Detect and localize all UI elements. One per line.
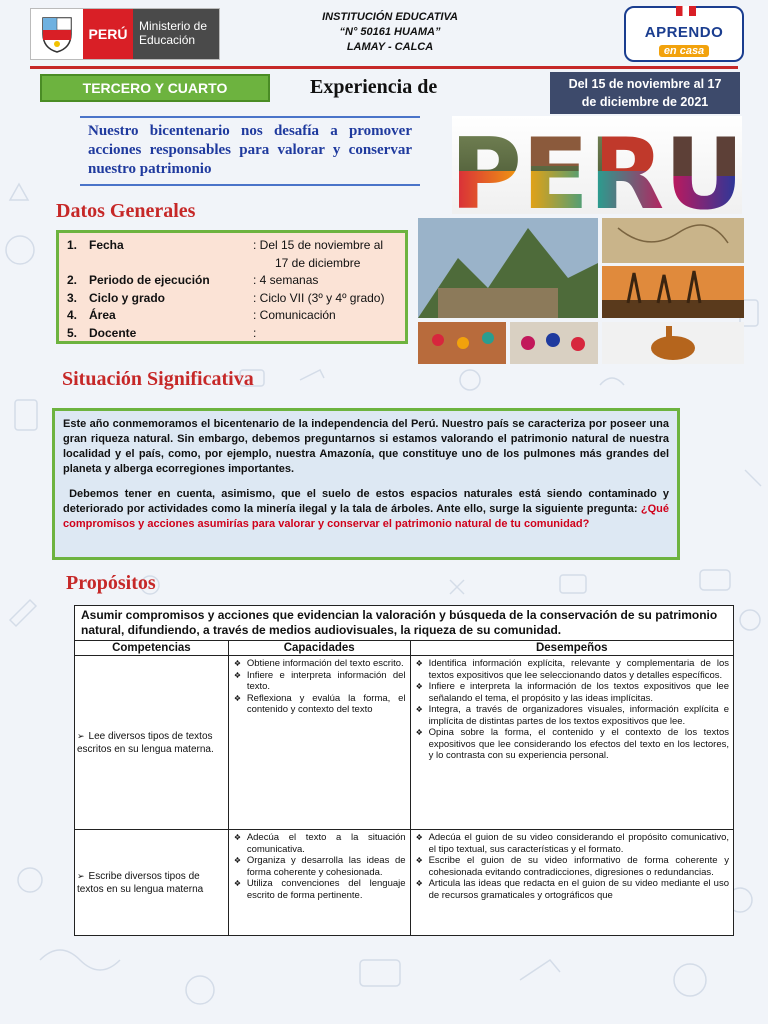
situacion-paragraph-1: Este año conmemoramos el bicentenario de la independencia del Perú. Nuestro país se caracteriza por poseer una gran riqueza natural. Sin embargo, debemos preguntarnos si estamos valorando el patrimonio natural de nuestra localidad y el país, como, por ejemplo, nuestra Amazonía, que constituye uno de los pulmones más grandes del planeta y alberga ecorregiones importantes. — [63, 418, 669, 475]
datos-num: 2. — [67, 273, 78, 287]
date-line-2: de diciembre de 2021 — [581, 95, 709, 109]
datos-num: 5. — [67, 325, 78, 340]
competencia-cell — [75, 656, 229, 830]
desempeno-item: ❖ Escribe el guion de su video informativo de forma coherente y cohesionada evitando contradicciones, digresiones o redundancias. — [415, 855, 729, 878]
datos-label: Docente — [89, 325, 137, 340]
datos-row-fecha — [67, 238, 397, 256]
minedu-logo — [30, 8, 220, 60]
datos-value: : Del 15 de noviembre al — [253, 238, 384, 252]
datos-label: Ciclo y grado — [89, 290, 166, 305]
capacidad-item: ❖ Infiere e interpreta información del texto. — [233, 670, 406, 693]
capacidad-item: ❖ Utiliza convenciones del lenguaje escrito de forma pertinente. — [233, 878, 406, 901]
aprendo-sub: en casa — [659, 45, 709, 57]
datos-label: Área — [89, 308, 116, 322]
festival-photo — [510, 322, 598, 364]
header-divider — [30, 66, 738, 69]
reed-boats-photo — [602, 266, 744, 318]
situacion-title: Situación Significativa — [62, 368, 254, 390]
peru-photo-collage — [418, 218, 744, 364]
datos-value: : — [253, 325, 257, 340]
table-header-row — [75, 641, 734, 656]
aprendo-brand: APRENDO — [644, 24, 724, 41]
desempeno-item: ❖ Opina sobre la forma, el contenido y el contexto de los textos expositivos que lee considerando los efectos del texto en los lectores, y lo contrasta con su experiencia personal. — [415, 727, 729, 762]
school-line-1: INSTITUCIÓN EDUCATIVA — [322, 11, 458, 23]
desempenos-cell — [410, 830, 733, 936]
datos-row-periodo — [67, 273, 397, 291]
desempeno-item: ❖ Integra, a través de organizadores visuales, información explícita e implícita de distintas partes de los textos expositivos que lee. — [415, 704, 729, 727]
datos-generales-box — [56, 230, 408, 344]
capacidad-item: ❖ Reflexiona y evalúa la forma, el contenido y contexto del texto — [233, 693, 406, 716]
desempeno-item: ❖ Identifica información explícita, relevante y complementaria de los textos expositivos que lee seleccionando datos y detalles específicos. — [415, 658, 729, 681]
competencia-text: Lee diversos tipos de textos escritos en su lengua materna. — [77, 730, 214, 755]
datos-num: 1. — [67, 238, 78, 252]
situacion-paragraph-2 — [63, 487, 669, 532]
capacidad-item: ❖ Organiza y desarrolla las ideas de forma coherente y cohesionada. — [233, 855, 406, 878]
ceramic-vessel-photo — [602, 322, 744, 364]
datos-num: 4. — [67, 308, 78, 322]
main-title: Nuestro bicentenario nos desafía a promover acciones responsables para valorar y conservar nuestro patrimonio — [88, 123, 412, 177]
aprendo-en-casa-logo — [624, 6, 744, 62]
situacion-box — [52, 408, 680, 560]
main-title-box — [80, 116, 420, 186]
propositos-table — [74, 605, 734, 936]
school-header — [240, 10, 540, 55]
desempeno-item: ❖ Adecúa el guion de su video considerando el propósito comunicativo, el tipo textual, sus características y el formato. — [415, 832, 729, 855]
datos-row-ciclo — [67, 291, 397, 309]
date-box — [550, 72, 740, 114]
propositos-description: Asumir compromisos y acciones que evidencian la valoración y búsqueda de la conservación de su patrimonio natural, difundiendo, a través de medios audiovisuales, la riqueza de su comunidad. — [75, 606, 734, 641]
school-line-3: LAMAY - CALCA — [346, 41, 434, 53]
nazca-lines-photo — [602, 218, 744, 263]
datos-label: Fecha — [89, 238, 124, 252]
situacion-p2-text: Debemos tener en cuenta, asimismo, que el suelo de estos espacios naturales está siendo contaminado y deteriorado por actividades como la minería ilegal y la tala de árboles. Ante ello, surge la siguiente pregunta: — [63, 488, 669, 515]
table-description-row — [75, 606, 734, 641]
capacidad-item: ❖ Adecúa el texto a la situación comunicativa. — [233, 832, 406, 855]
table-row — [75, 656, 734, 830]
experience-title: Experiencia de — [310, 76, 438, 98]
desempenos-cell — [410, 656, 733, 830]
situacion-question: ¿Qué compromisos y acciones asumirías para valorar y conservar el patrimonio natural de tu comunidad? — [63, 503, 669, 530]
datos-row-fecha-cont — [67, 256, 397, 274]
capacidad-item: ❖ Obtiene información del texto escrito. — [233, 658, 406, 670]
competencia-cell — [75, 830, 229, 936]
competencia-text: Escribe diversos tipos de textos en su lengua materna — [77, 870, 204, 895]
peru-banner-image — [452, 116, 742, 214]
logo-peru-label: PERÚ — [83, 9, 133, 59]
flag-icon — [676, 6, 696, 16]
table-row — [75, 830, 734, 936]
datos-value: : Comunicación — [253, 308, 336, 322]
desempeno-item: ❖ Infiere e interpreta la información de los textos expositivos que lee señalando el tema, el propósito y las ideas implícitas. — [415, 681, 729, 704]
machu-picchu-photo — [418, 218, 598, 318]
datos-generales-title: Datos Generales — [56, 200, 196, 222]
datos-value: : 4 semanas — [253, 273, 319, 287]
capacidades-cell — [228, 830, 410, 936]
arrow-icon: ➢ — [77, 870, 85, 881]
arrow-icon: ➢ — [77, 730, 85, 741]
datos-label: Periodo de ejecución — [89, 273, 210, 287]
datos-row-area — [67, 308, 397, 326]
date-line-1: Del 15 de noviembre al 17 — [568, 77, 722, 91]
capacidades-cell — [228, 656, 410, 830]
peru-shield-icon — [31, 9, 83, 59]
col-header-capacidades: Capacidades — [228, 641, 410, 656]
datos-value: : Ciclo VII (3º y 4º grado) — [253, 290, 385, 305]
desempeno-item: ❖ Articula las ideas que redacta en el guion de su video mediante el uso de recursos gramaticales y ortográficos que — [415, 878, 729, 901]
datos-row-docente — [67, 326, 397, 344]
datos-value-cont: 17 de diciembre — [275, 255, 361, 270]
grade-tag: TERCERO Y CUARTO — [40, 74, 270, 102]
datos-num: 3. — [67, 290, 78, 305]
school-line-2: “N° 50161 HUAMA” — [339, 26, 441, 38]
propositos-title: Propósitos — [66, 572, 156, 594]
dancers-photo — [418, 322, 506, 364]
logo-ministerio-label: Ministerio de Educación — [133, 9, 219, 59]
col-header-competencias: Competencias — [75, 641, 229, 656]
col-header-desempenos: Desempeños — [410, 641, 733, 656]
